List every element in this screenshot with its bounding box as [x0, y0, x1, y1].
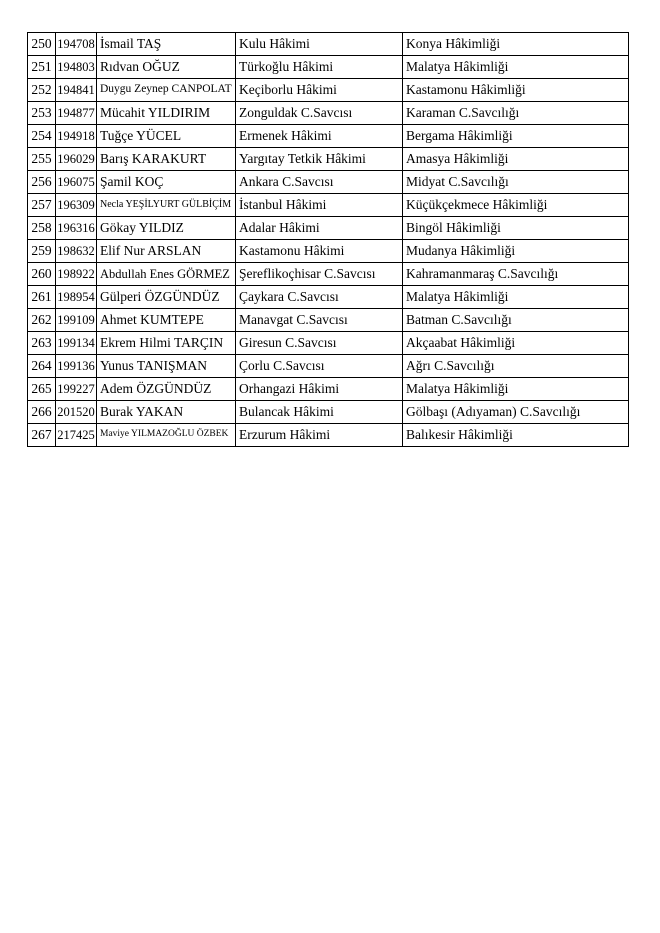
row-number-cell: 263 — [28, 332, 56, 355]
name-cell: İsmail TAŞ — [97, 33, 236, 56]
new-post-cell: Amasya Hâkimliği — [403, 148, 629, 171]
table-row — [28, 263, 629, 286]
registry-number-cell: 198922 — [56, 263, 97, 286]
registry-number-cell: 198632 — [56, 240, 97, 263]
new-post-cell: Balıkesir Hâkimliği — [403, 424, 629, 447]
current-post-cell: Yargıtay Tetkik Hâkimi — [236, 148, 403, 171]
name-cell: Tuğçe YÜCEL — [97, 125, 236, 148]
table-row — [28, 424, 629, 447]
row-number-cell: 261 — [28, 286, 56, 309]
registry-number-cell: 199109 — [56, 309, 97, 332]
table-row — [28, 286, 629, 309]
row-number-cell: 259 — [28, 240, 56, 263]
table-row — [28, 194, 629, 217]
name-cell: Mücahit YILDIRIM — [97, 102, 236, 125]
current-post-cell: Keçiborlu Hâkimi — [236, 79, 403, 102]
registry-number-cell: 196309 — [56, 194, 97, 217]
row-number-cell: 266 — [28, 401, 56, 424]
current-post-cell: Türkoğlu Hâkimi — [236, 56, 403, 79]
table-row — [28, 332, 629, 355]
row-number-cell: 262 — [28, 309, 56, 332]
name-cell: Gökay YILDIZ — [97, 217, 236, 240]
new-post-cell: Karaman C.Savcılığı — [403, 102, 629, 125]
current-post-cell: Ermenek Hâkimi — [236, 125, 403, 148]
registry-number-cell: 198954 — [56, 286, 97, 309]
row-number-cell: 256 — [28, 171, 56, 194]
name-cell: Maviye YILMAZOĞLU ÖZBEK — [97, 424, 236, 447]
name-cell: Adem ÖZGÜNDÜZ — [97, 378, 236, 401]
row-number-cell: 253 — [28, 102, 56, 125]
registry-number-cell: 194841 — [56, 79, 97, 102]
row-number-cell: 265 — [28, 378, 56, 401]
current-post-cell: Bulancak Hâkimi — [236, 401, 403, 424]
row-number-cell: 254 — [28, 125, 56, 148]
table-row — [28, 378, 629, 401]
new-post-cell: Bergama Hâkimliği — [403, 125, 629, 148]
new-post-cell: Malatya Hâkimliği — [403, 286, 629, 309]
name-cell: Elif Nur ARSLAN — [97, 240, 236, 263]
new-post-cell: Mudanya Hâkimliği — [403, 240, 629, 263]
registry-number-cell: 199134 — [56, 332, 97, 355]
new-post-cell: Batman C.Savcılığı — [403, 309, 629, 332]
registry-number-cell: 217425 — [56, 424, 97, 447]
registry-number-cell: 196029 — [56, 148, 97, 171]
new-post-cell: Küçükçekmece Hâkimliği — [403, 194, 629, 217]
table-row — [28, 355, 629, 378]
table-row — [28, 309, 629, 332]
current-post-cell: Kastamonu Hâkimi — [236, 240, 403, 263]
name-cell: Burak YAKAN — [97, 401, 236, 424]
new-post-cell: Kahramanmaraş C.Savcılığı — [403, 263, 629, 286]
table-row — [28, 171, 629, 194]
table-row — [28, 79, 629, 102]
current-post-cell: Orhangazi Hâkimi — [236, 378, 403, 401]
new-post-cell: Ağrı C.Savcılığı — [403, 355, 629, 378]
name-cell: Ahmet KUMTEPE — [97, 309, 236, 332]
row-number-cell: 252 — [28, 79, 56, 102]
registry-number-cell: 196075 — [56, 171, 97, 194]
registry-number-cell: 196316 — [56, 217, 97, 240]
name-cell: Duygu Zeynep CANPOLAT — [97, 79, 236, 102]
current-post-cell: Çaykara C.Savcısı — [236, 286, 403, 309]
current-post-cell: Adalar Hâkimi — [236, 217, 403, 240]
current-post-cell: Manavgat C.Savcısı — [236, 309, 403, 332]
row-number-cell: 264 — [28, 355, 56, 378]
name-cell: Rıdvan OĞUZ — [97, 56, 236, 79]
new-post-cell: Malatya Hâkimliği — [403, 56, 629, 79]
row-number-cell: 250 — [28, 33, 56, 56]
registry-number-cell: 194918 — [56, 125, 97, 148]
registry-number-cell: 199227 — [56, 378, 97, 401]
current-post-cell: Kulu Hâkimi — [236, 33, 403, 56]
new-post-cell: Konya Hâkimliği — [403, 33, 629, 56]
new-post-cell: Gölbaşı (Adıyaman) C.Savcılığı — [403, 401, 629, 424]
registry-number-cell: 199136 — [56, 355, 97, 378]
registry-number-cell: 194708 — [56, 33, 97, 56]
table-row — [28, 148, 629, 171]
name-cell: Gülperi ÖZGÜNDÜZ — [97, 286, 236, 309]
current-post-cell: Erzurum Hâkimi — [236, 424, 403, 447]
new-post-cell: Midyat C.Savcılığı — [403, 171, 629, 194]
row-number-cell: 257 — [28, 194, 56, 217]
row-number-cell: 260 — [28, 263, 56, 286]
row-number-cell: 255 — [28, 148, 56, 171]
new-post-cell: Kastamonu Hâkimliği — [403, 79, 629, 102]
current-post-cell: Şereflikoçhisar C.Savcısı — [236, 263, 403, 286]
current-post-cell: Giresun C.Savcısı — [236, 332, 403, 355]
current-post-cell: Zonguldak C.Savcısı — [236, 102, 403, 125]
table-row — [28, 102, 629, 125]
row-number-cell: 267 — [28, 424, 56, 447]
name-cell: Abdullah Enes GÖRMEZ — [97, 263, 236, 286]
name-cell: Barış KARAKURT — [97, 148, 236, 171]
row-number-cell: 258 — [28, 217, 56, 240]
table-row — [28, 33, 629, 56]
registry-number-cell: 194803 — [56, 56, 97, 79]
table-row — [28, 56, 629, 79]
new-post-cell: Akçaabat Hâkimliği — [403, 332, 629, 355]
assignments-table — [27, 32, 629, 447]
table-row — [28, 401, 629, 424]
new-post-cell: Malatya Hâkimliği — [403, 378, 629, 401]
registry-number-cell: 194877 — [56, 102, 97, 125]
current-post-cell: İstanbul Hâkimi — [236, 194, 403, 217]
current-post-cell: Çorlu C.Savcısı — [236, 355, 403, 378]
assignments-table-body — [28, 33, 629, 447]
new-post-cell: Bingöl Hâkimliği — [403, 217, 629, 240]
table-row — [28, 240, 629, 263]
table-row — [28, 125, 629, 148]
current-post-cell: Ankara C.Savcısı — [236, 171, 403, 194]
row-number-cell: 251 — [28, 56, 56, 79]
name-cell: Yunus TANIŞMAN — [97, 355, 236, 378]
name-cell: Ekrem Hilmi TARÇIN — [97, 332, 236, 355]
registry-number-cell: 201520 — [56, 401, 97, 424]
name-cell: Necla YEŞİLYURT GÜLBİÇİM — [97, 194, 236, 217]
table-row — [28, 217, 629, 240]
name-cell: Şamil KOÇ — [97, 171, 236, 194]
